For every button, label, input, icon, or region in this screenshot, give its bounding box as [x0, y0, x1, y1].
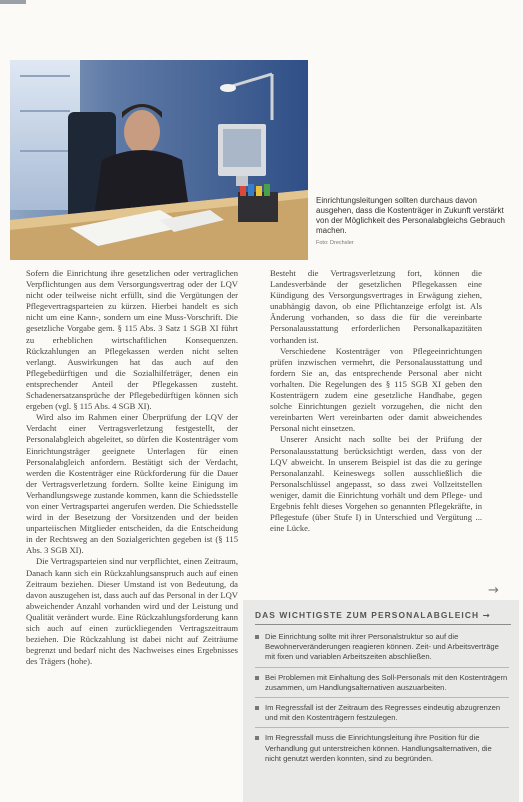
paragraph: Wird also im Rahmen einer Überprüfung der LQV der Verdacht einer Vertragsverletzung festgestellt, der Personalabgleich abgeleitet, so dürfen die Kostenträger vom Einrichtungsträger geeignete Unterlagen für einen Personalabgleich anfordern. Bestätigt sich der Verdacht, werden die Kostenträger eine Rückforderung für die Dauer der Vertragsverletzung fordern. Sollte keine Einigung im Verhandlungswege zustande kommen, kann die Schiedsstelle von einer Vertragspartei angerufen werden. Die Schiedsstelle wird in der Besetzung der Vorsitzenden und der beiden unparteiischen Mitglieder entscheiden, da die Entscheidung in der Rechtsweg an den Sozialgerichten gegeben ist (§ 115 Abs. 3 SGB XI).: [26, 412, 238, 556]
list-item: Im Regressfall ist der Zeitraum des Regresses eindeutig abzugrenzen und mit den Kostenträgern festzulegen.: [255, 703, 509, 728]
summary-box-title: [255, 610, 511, 625]
summary-box-title-text: DAS WICHTIGSTE ZUM PERSONALABGLEICH: [255, 610, 480, 620]
paragraph: Unserer Ansicht nach sollte bei der Prüfung der Personalausstattung berücksichtigt werden, dass von der LQV abweicht. In unserem Beispiel ist das die zu geringe Personalanzahl. Keineswegs sollen ausschließlich die Personalschlüssel angepasst, so dass zwei Vollzeitstellen weniger, damit die Einrichtung vorhält und dem Pflege- und Ergebnis fehlt dieses Vorgehen so genannten Pflegekräfte, in Pflegestufe (über Stufe I) in Unterschied und Vergütung ... eine Lücke.: [270, 434, 482, 534]
page-corner-mark: [0, 0, 26, 4]
arrow-right-icon: →: [482, 610, 490, 620]
summary-box: [243, 600, 519, 802]
paragraph: Besteht die Vertragsverletzung fort, können die Landesverbände der gesetzlichen Pflegekassen eine Kündigung des Versorgungsvertrages in Erwägung ziehen, unabhängig davon, ob eine Pflichtanzeige erfolgt ist. Als Änderung vorhanden, so dass die für die vereinbarte Personalausstattung erforderlichen Personalkapazitäten vorhanden ist.: [270, 268, 482, 345]
paragraph: Die Vertragsparteien sind nur verpflichtet, einen Zeitraum, Danach kann sich ein Rückzahlungsanspruch auch auf einen Zeitraum beziehen. Dieser Umstand ist von Bedeutung, da davon auszugehen ist, dass auch auf das Personal in der LQV abweichender Anzahl vorhanden wird und der Leistung und Qualität verändert wurde. Eine Rückzahlungsforderung kann sich auch auf einen zurückliegenden Vertragszeitraum beziehen. Die Rückzahlung ist dabei nicht auf Zeiträume begrenzt und bedarf nicht des Nachweises eines Ergebnisses des Trägers (hohe).: [26, 556, 238, 667]
list-item: Die Einrichtung sollte mit ihrer Personalstruktur so auf die Bewohnerveränderungen reagieren können. Zeit- und Arbeitsverträge mit fixen und variablen Arbeitszeiten abschließen.: [255, 632, 509, 668]
right-text-column: [270, 268, 482, 534]
photo-caption: [316, 196, 516, 248]
photo-credit: Foto: Drechsler: [316, 240, 354, 246]
paragraph: Verschiedene Kostenträger von Pflegeeinrichtungen prüfen inzwischen vermehrt, die Personalausstattung und fordern Sie an, das entsprechende Personal aber nicht vorhalten. Die Regelungen des § 115 SGB XI geben den Kostenträgern zudem eine gesetzliche Handhabe, gegen solche Einrichtungen gezielt vorzugehen, die nicht den vereinbarten Wert vereinbarten oder damit abweichendes Personal nicht einsetzen.: [270, 345, 482, 434]
list-item: Bei Problemen mit Einhaltung des Soll-Personals mit den Kostenträgern zusammen, um Handlungsalternativen auszuarbeiten.: [255, 673, 509, 698]
office-photo: [10, 60, 308, 260]
caption-text: Einrichtungsleitungen sollten durchaus davon ausgehen, dass die Kostenträger in Zukunft verstärkt von der Möglichkeit des Personalabgleichs Gebrauch machen.: [316, 196, 505, 235]
left-text-column: [26, 268, 238, 667]
list-item: Im Regressfall muss die Einrichtungsleitung ihre Position für die Verhandlung gut unterstreichen können. Handlungsalternativen, die nicht genutzt werden konnten, sind zu begründen.: [255, 733, 509, 768]
paragraph: Sofern die Einrichtung ihre gesetzlichen oder vertraglichen Verpflichtungen aus dem Versorgungsvertrag oder der LQV nicht oder teilweise nicht erfüllt, sind die Vergütungen der Pflegevertragsparteien zu kürzen. Hierbei handelt es sich nicht um eine Kann-, sondern um eine Muss-Vorschrift. Die gesetzliche Vorgabe gem. § 115 Abs. 3 Satz 1 SGB XI führt zu erheblichen wirtschaftlichen Konsequenzen. Rückzahlungen an Pflegekassen werden nicht selten verlangt. Auswirkungen hat das auch auf den Pflegebedürftigen und die Sozialhilfeträger, denen ein entsprechender Anteil der Pflegekassen zusteht. Schadenersatzansprüche der Pflegebedürftigen können sich ergeben (vgl. § 115 Abs. 4 SGB XI).: [26, 268, 238, 412]
summary-list: [255, 632, 509, 773]
continue-arrow-icon: →: [488, 583, 499, 598]
